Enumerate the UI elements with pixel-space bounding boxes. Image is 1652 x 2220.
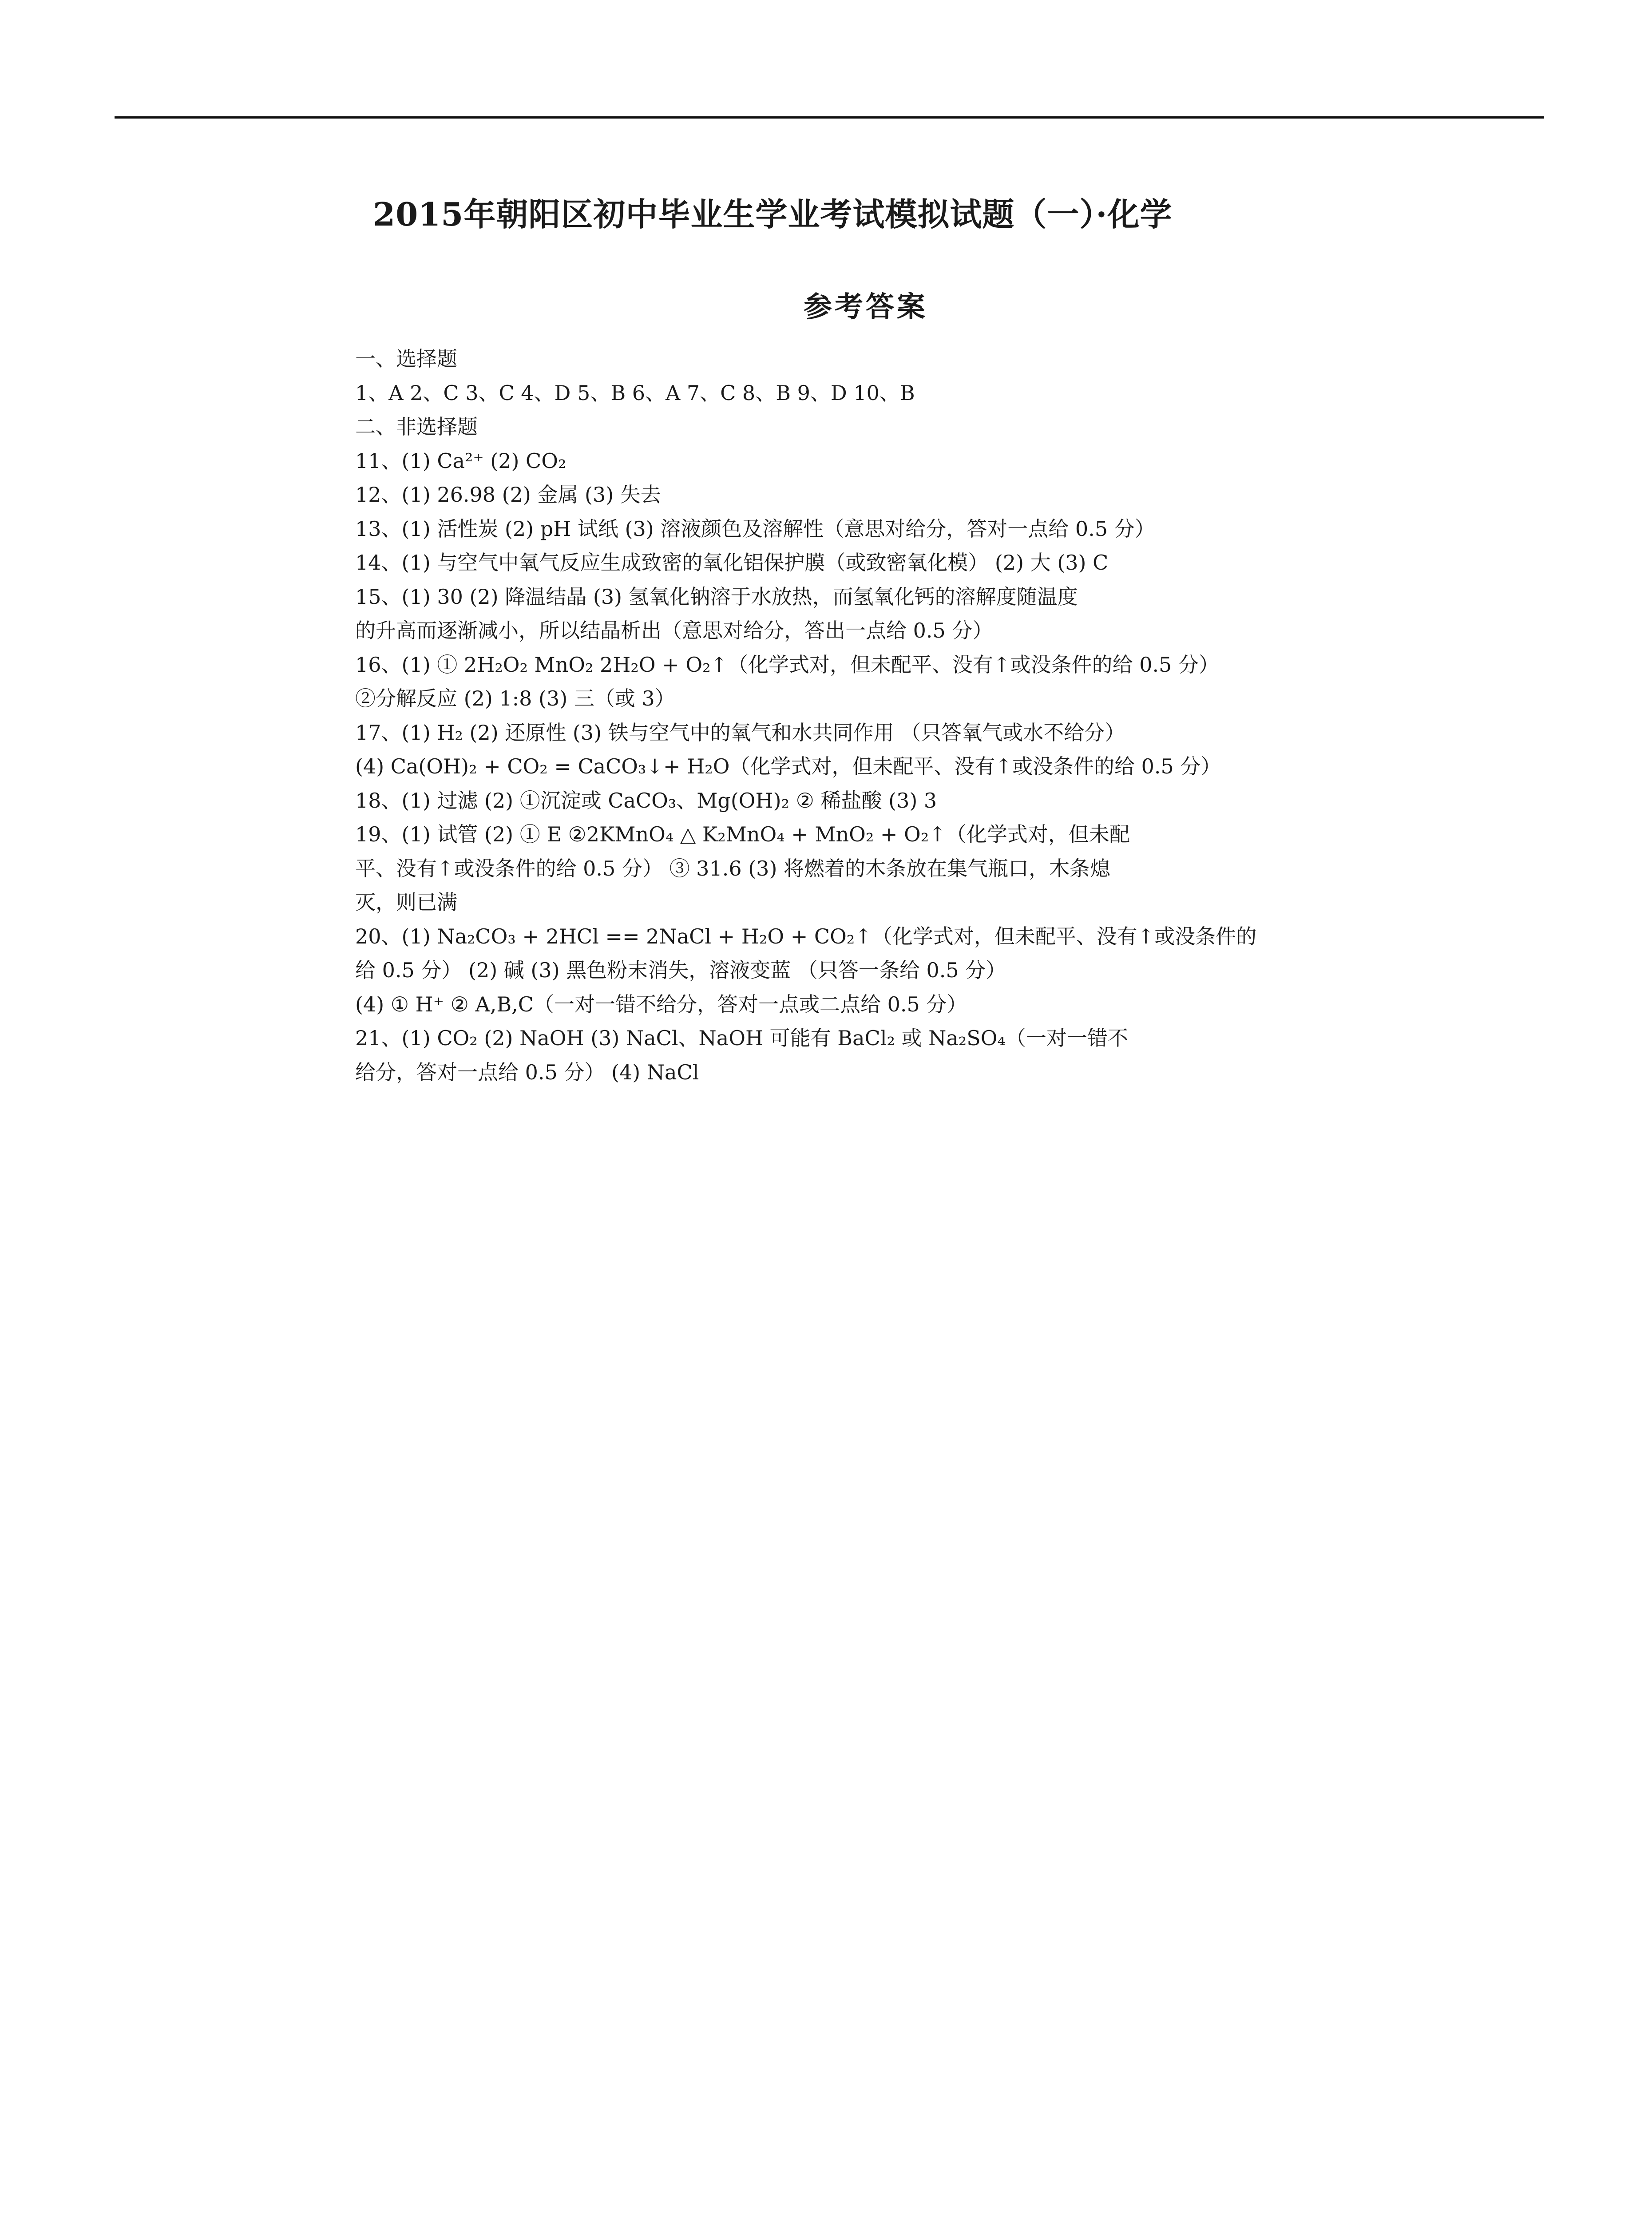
answer-line-1-10: 1、A 2、C 3、C 4、D 5、B 6、A 7、C 8、B 9、D 10、B [355,381,915,405]
answer-line-19: 19、(1) 试管 (2) ① E ②2KMnO₄ △ K₂MnO₄ + MnO₂ + O₂↑（化学式对，但未配 [355,822,1130,846]
answer-line-21: 21、(1) CO₂ (2) NaOH (3) NaCl、NaOH 可能有 BaCl₂ 或 Na₂SO₄（一对一错不 [355,1026,1128,1050]
answer-line-19-cont: 平、没有↑或没条件的给 0.5 分） ③ 31.6 (3) 将燃着的木条放在集气瓶口，木条熄 [355,856,1111,880]
answer-line-17: 17、(1) H₂ (2) 还原性 (3) 铁与空气中的氧气和水共同作用 （只答氧气或水不给分） [355,720,1125,745]
answer-line-19-cont2: 灭，则已满 [355,890,457,914]
answer-line-15: 15、(1) 30 (2) 降温结晶 (3) 氢氧化钠溶于水放热，而氢氧化钙的溶解度随温度 [355,584,1078,609]
answer-line-20: 20、(1) Na₂CO₃ + 2HCl == 2NaCl + H₂O + CO₂↑（化学式对，但未配平、没有↑或没条件的 [355,924,1257,948]
answer-line-16: 16、(1) ① 2H₂O₂ MnO₂ 2H₂O + O₂↑（化学式对，但未配平、没有↑或没条件的给 0.5 分） [355,652,1219,677]
answer-line-11: 11、(1) Ca²⁺ (2) CO₂ [355,448,567,473]
document-title: 2015年朝阳区初中毕业生学业考试模拟试题（一）·化学 [373,195,1173,233]
answer-line-20-cont2: (4) ① H⁺ ② A,B,C（一对一错不给分，答对一点或二点给 0.5 分） [355,992,967,1016]
answer-line-15-cont: 的升高而逐渐减小，所以结晶析出（意思对给分，答出一点给 0.5 分） [355,618,993,642]
answer-line-21-cont: 给分，答对一点给 0.5 分） (4) NaCl [355,1060,699,1084]
answer-line-13: 13、(1) 活性炭 (2) pH 试纸 (3) 溶液颜色及溶解性（意思对给分，答对一点给 0.5 分） [355,516,1155,541]
section-heading-choice: 一、选择题 [355,347,457,371]
section-title: 参考答案 [804,290,928,324]
answer-line-17-cont: (4) Ca(OH)₂ + CO₂ = CaCO₃↓+ H₂O（化学式对，但未配平、没有↑或没条件的给 0.5 分） [355,754,1221,778]
answer-line-16-cont: ②分解反应 (2) 1:8 (3) 三（或 3） [355,686,675,710]
header-rule [115,116,1544,119]
answer-key-body [355,342,1257,1089]
answer-line-18: 18、(1) 过滤 (2) ①沉淀或 CaCO₃、Mg(OH)₂ ② 稀盐酸 (3) 3 [355,788,937,813]
section-heading-non-choice: 二、非选择题 [355,415,478,439]
answer-line-20-cont: 给 0.5 分） (2) 碱 (3) 黑色粉末消失，溶液变蓝 （只答一条给 0.5 分） [355,958,1006,982]
answer-line-14: 14、(1) 与空气中氧气反应生成致密的氧化铝保护膜（或致密氧化模） (2) 大 (3) C [355,551,1109,575]
answer-line-12: 12、(1) 26.98 (2) 金属 (3) 失去 [355,483,661,507]
